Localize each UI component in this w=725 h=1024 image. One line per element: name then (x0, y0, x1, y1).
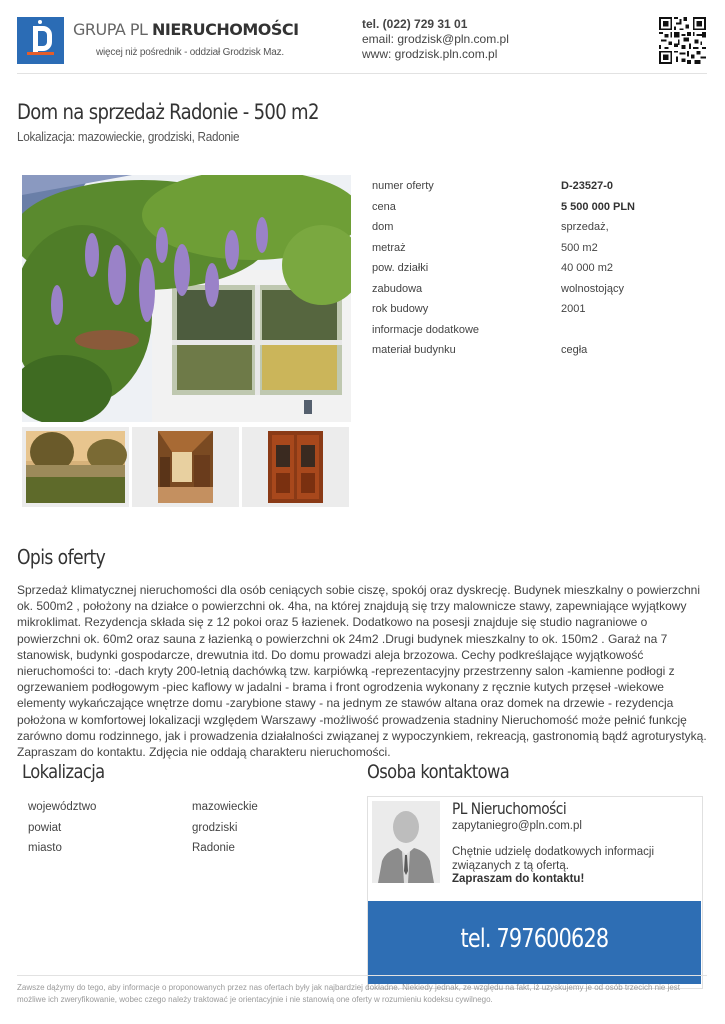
detail-key: materiał budynku (372, 344, 456, 356)
detail-key: zabudowa (372, 282, 423, 295)
detail-value: cegła (561, 344, 588, 356)
detail-key: metraż (372, 241, 406, 254)
agent-note-text: Chętnie udzielę dodatkowych informacji związanych z tą ofertą. (452, 846, 654, 872)
description-title: Opis oferty (17, 545, 106, 569)
detail-value: 2001 (561, 303, 586, 315)
detail-value: wolnostojący (561, 282, 624, 295)
thumbnail-pond[interactable] (22, 427, 129, 507)
localization-table (28, 798, 328, 860)
office-email: email: grodzisk@pln.com.pl (362, 32, 509, 46)
localization-key: miasto (28, 842, 62, 854)
detail-key: cena (372, 200, 396, 213)
description-text: Sprzedaż klimatycznej nieruchomości dla osób ceniących sobie ciszę, spokój oraz dyskrecję. Budynek mieszkalny o powierzchni ok. 500m2 , położony na działce o powierzchni ok. 4ha, na której znajdują się trzy malownicze stawy, zapewniające wyjątkowy mikroklimat. Rezydencja składa się z 12 pokoi oraz 5 łazienek. Dodatkowo na posesji znajduje się studio nagraniowe o powierzchni ok. 60m2 oraz sauna z łazienką o powierzchni ok 24m2 .Drugi budynek mieszkalny to ok. 150m2 . Garaż na 7 stanowisk, budynki gospodarcze, drewutnia itd. Do domu prowadzi aleja brzozowa. Cechy podkreślające wyjątkowość nieruchomości to: -dach kryty 200-letnią dachówką tzw. karpiówką -reprezentacyjny przestrzenny salon -kamienne podłogi z ogrzewaniem podłogowym -piec kaflowy w jadalni - brama i front ogrodzenia wykonany z ręcznie kutych przęseł -wiekowe elementy wykańczające wnętrze domu -zarybione stawy - na jednym ze stawów altana oraz domek na drzewie - rezydencja położona w komfortowej lokalizacji względem Warszawy -możliwość prowadzenia stadniny Nieruchomość może pełnić funkcję zarówno domu rodzinnego, jak i prowadzenia działalności związanej z wypoczynkiem, rekreacją, gastronomią bądź agroturystyką. Zapraszam do kontaktu. Zdjęcia nie oddają charakteru nieruchomości. (17, 583, 707, 760)
localization-key: województwo (28, 801, 97, 813)
detail-value: sprzedaż, (561, 221, 609, 233)
agent-email[interactable]: zapytaniegro@pln.com.pl (452, 820, 582, 832)
listing-location: Lokalizacja: mazowieckie, grodziski, Radonie (17, 129, 240, 144)
detail-key: rok budowy (372, 303, 429, 315)
agent-phone[interactable] (368, 924, 701, 954)
localization-value: mazowieckie (192, 801, 258, 813)
localization-key: powiat (28, 821, 62, 834)
details-table (372, 177, 712, 362)
brand-light: GRUPA PL (73, 20, 153, 39)
agent-name: PL Nieruchomości (452, 799, 567, 818)
tagline: więcej niż pośrednik - oddział Grodzisk Maz. (96, 47, 284, 58)
localization-row (28, 819, 328, 840)
detail-key: dom (372, 221, 394, 233)
localization-value: Radonie (192, 842, 235, 854)
office-www: www: grodzisk.pln.com.pl (362, 47, 498, 61)
detail-value: D-23527-0 (561, 180, 613, 192)
detail-row (372, 280, 712, 301)
detail-row (372, 341, 712, 362)
localization-title: Lokalizacja (22, 761, 105, 783)
logo-icon (17, 17, 64, 64)
header-divider (17, 73, 707, 74)
detail-value: 5 500 000 PLN (561, 200, 635, 213)
disclaimer: Zawsze dążymy do tego, aby informacje o proponowanych przez nas ofertach były jak najbardziej dokładne. Niekiedy jednak, ze względu na fakt, iż uzyskujemy je od osób trzecich nie jest możliwe ich zweryfikowanie, wobec czego należy traktować je orientacyjnie i nie stanowią one oferty w rozumieniu kodeksu cywilnego. (17, 983, 681, 1004)
detail-value: 500 m2 (561, 241, 598, 254)
detail-key: numer oferty (372, 180, 434, 192)
localization-row (28, 839, 328, 860)
localization-value: grodziski (192, 821, 238, 834)
detail-row (372, 218, 712, 239)
office-phone: tel. (022) 729 31 01 (362, 17, 468, 31)
office-contact (362, 17, 509, 62)
main-photo[interactable] (22, 175, 351, 422)
detail-row (372, 321, 712, 342)
agent-note (452, 846, 692, 887)
agent-phone-label: tel. 797600628 (460, 924, 609, 954)
contact-title: Osoba kontaktowa (367, 761, 510, 783)
detail-key: informacje dodatkowe (372, 323, 480, 336)
thumbnail-interior[interactable] (132, 427, 239, 507)
detail-row (372, 198, 712, 219)
qr-code-icon (659, 17, 706, 64)
agent-note-cta: Zapraszam do kontaktu! (452, 873, 585, 885)
brand-bold: NIERUCHOMOŚCI (152, 20, 299, 39)
detail-key: pow. działki (372, 262, 429, 274)
detail-row (372, 239, 712, 260)
detail-row (372, 259, 712, 280)
brand-name (73, 20, 299, 39)
thumbnail-door[interactable] (242, 427, 349, 507)
footer-divider (17, 975, 707, 976)
detail-row (372, 300, 712, 321)
localization-row (28, 798, 328, 819)
detail-value: 40 000 m2 (561, 262, 613, 274)
detail-row (372, 177, 712, 198)
listing-title: Dom na sprzedaż Radonie - 500 m2 (17, 100, 319, 124)
house-photo (22, 175, 351, 422)
person-placeholder-icon (372, 801, 440, 883)
